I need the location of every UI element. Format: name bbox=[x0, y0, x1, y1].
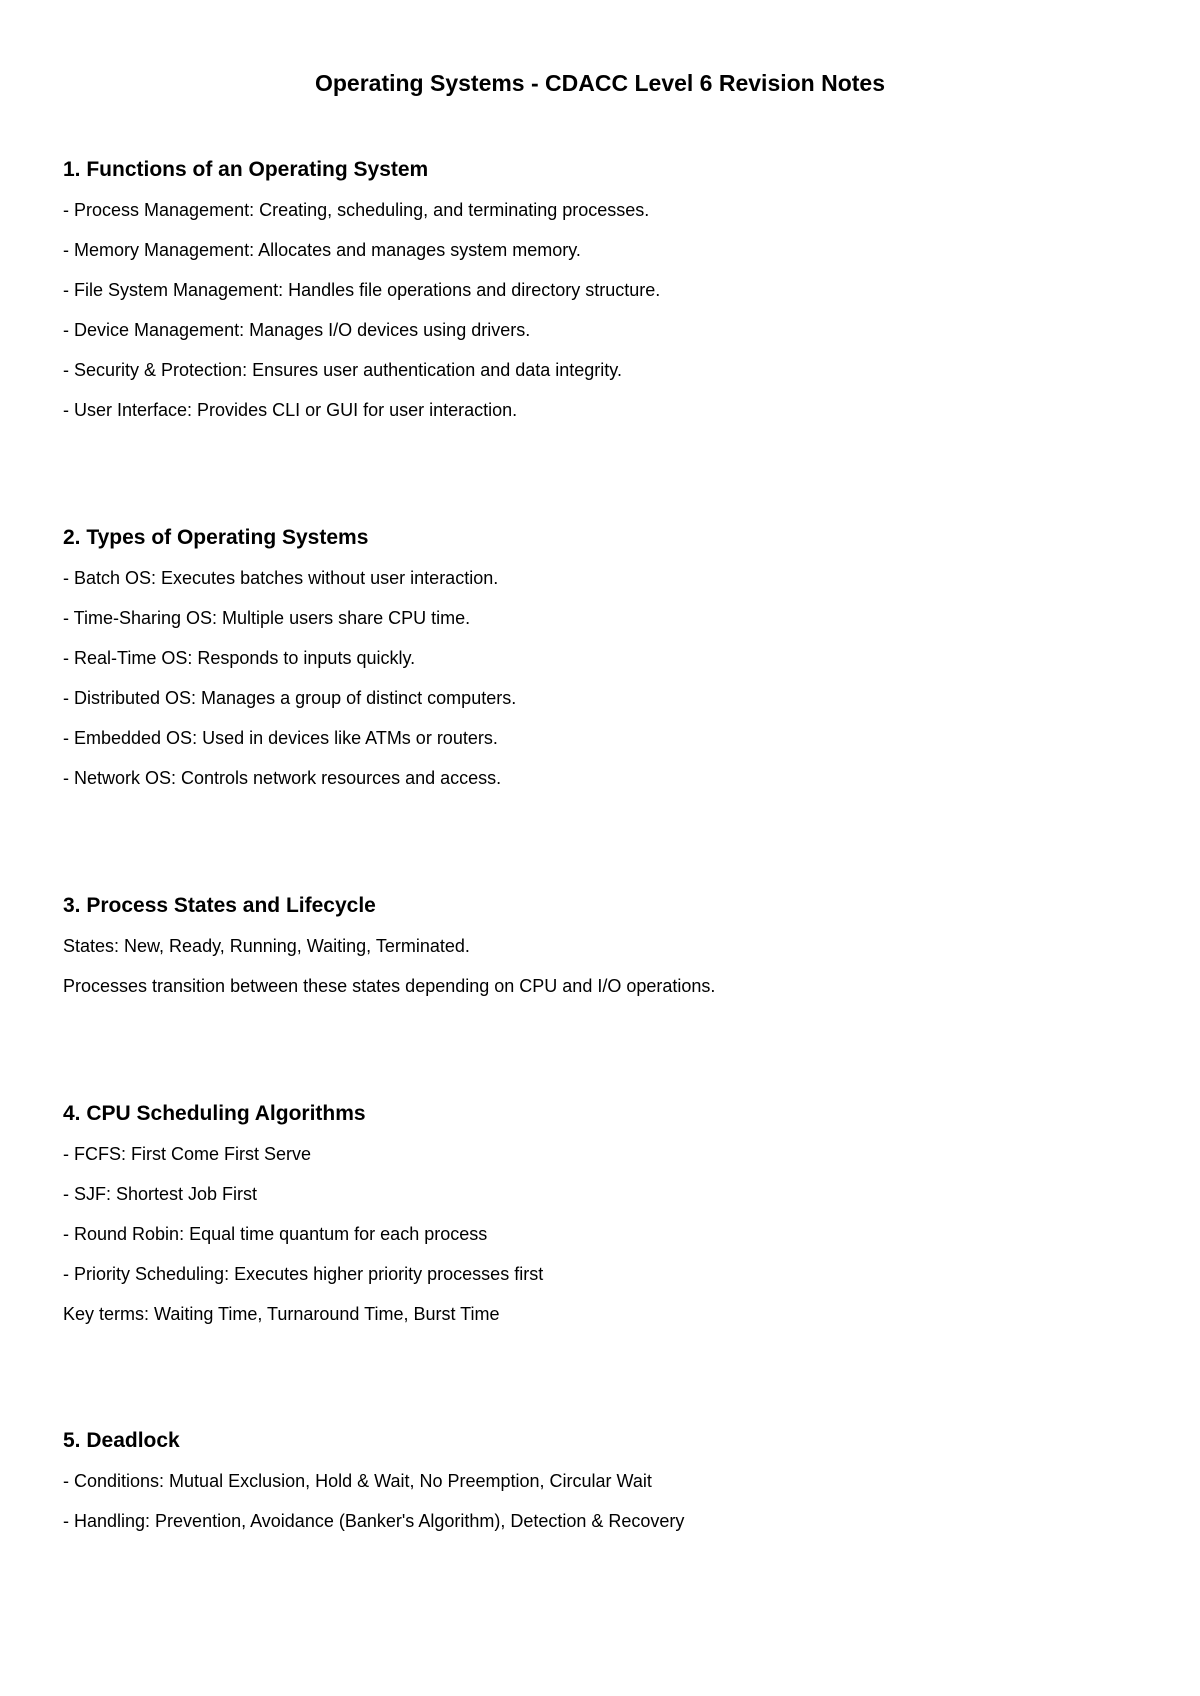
list-item: - Handling: Prevention, Avoidance (Banker's Algorithm), Detection & Recovery bbox=[63, 1511, 685, 1531]
list-item: - Time-Sharing OS: Multiple users share CPU time. bbox=[63, 608, 471, 628]
document-title: Operating Systems - CDACC Level 6 Revision Notes bbox=[314, 70, 886, 96]
section-heading: 3. Process States and Lifecycle bbox=[63, 894, 376, 917]
paragraph-line: Processes transition between these states depending on CPU and I/O operations. bbox=[63, 976, 716, 996]
paragraph-line: Key terms: Waiting Time, Turnaround Time, Burst Time bbox=[63, 1304, 500, 1324]
section-os-functions bbox=[63, 157, 1143, 440]
list-item: - Device Management: Manages I/O devices using drivers. bbox=[63, 320, 531, 340]
list-item: - Batch OS: Executes batches without user interaction. bbox=[63, 568, 499, 588]
list-item: - Distributed OS: Manages a group of distinct computers. bbox=[63, 688, 517, 708]
section-body bbox=[63, 936, 1143, 996]
list-item: - SJF: Shortest Job First bbox=[63, 1184, 258, 1204]
list-item: - Process Management: Creating, scheduling, and terminating processes. bbox=[63, 200, 650, 220]
section-heading: 4. CPU Scheduling Algorithms bbox=[63, 1102, 366, 1125]
section-heading: 5. Deadlock bbox=[63, 1429, 180, 1452]
section-os-types bbox=[63, 525, 1143, 808]
section-body bbox=[63, 1471, 1143, 1531]
list-item: - Memory Management: Allocates and manages system memory. bbox=[63, 240, 581, 260]
section-heading: 1. Functions of an Operating System bbox=[63, 158, 429, 181]
list-item: - User Interface: Provides CLI or GUI for user interaction. bbox=[63, 400, 518, 420]
list-item: - Network OS: Controls network resources and access. bbox=[63, 768, 502, 788]
section-body bbox=[63, 200, 1143, 420]
list-item: - Priority Scheduling: Executes higher priority processes first bbox=[63, 1264, 544, 1284]
list-item: - Embedded OS: Used in devices like ATMs or routers. bbox=[63, 728, 498, 748]
list-item: - FCFS: First Come First Serve bbox=[63, 1144, 312, 1164]
section-body bbox=[63, 1144, 1143, 1324]
list-item: - Round Robin: Equal time quantum for each process bbox=[63, 1224, 488, 1244]
section-deadlock bbox=[63, 1428, 1143, 1551]
paragraph-line: States: New, Ready, Running, Waiting, Terminated. bbox=[63, 936, 470, 956]
section-process-states bbox=[63, 893, 1143, 1016]
section-heading: 2. Types of Operating Systems bbox=[63, 526, 369, 549]
section-cpu-scheduling bbox=[63, 1101, 1143, 1344]
list-item: - File System Management: Handles file operations and directory structure. bbox=[63, 280, 661, 300]
list-item: - Conditions: Mutual Exclusion, Hold & Wait, No Preemption, Circular Wait bbox=[63, 1471, 652, 1491]
list-item: - Security & Protection: Ensures user authentication and data integrity. bbox=[63, 360, 622, 380]
list-item: - Real-Time OS: Responds to inputs quickly. bbox=[63, 648, 416, 668]
section-body bbox=[63, 568, 1143, 788]
